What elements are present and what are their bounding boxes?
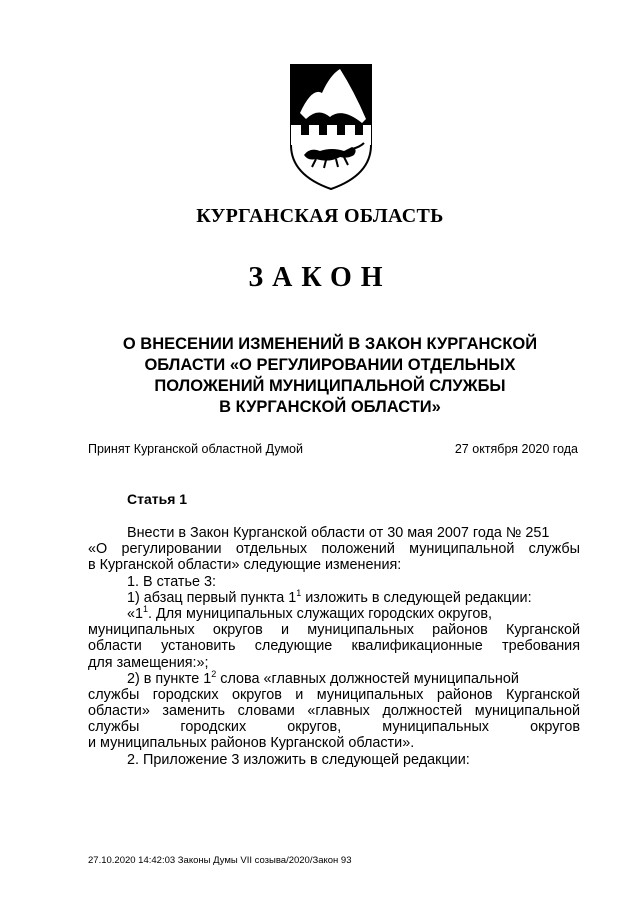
paragraph-line: Внести в Закон Курганской области от 30 мая 2007 года № 251	[127, 525, 550, 541]
law-title-line: О ВНЕСЕНИИ ИЗМЕНЕНИЙ В ЗАКОН КУРГАНСКОЙ	[122, 335, 538, 353]
kurgan-coat-of-arms-icon	[286, 63, 376, 193]
text-span: . Для муниципальных служащих городских округов,	[148, 605, 492, 622]
paragraph-line: в Курганской области» следующие изменения:	[88, 557, 402, 574]
text-span: изложить в следующей редакции:	[301, 589, 532, 606]
article-heading: Статья 1	[127, 491, 188, 507]
text-span: 1) абзац первый пункта 1	[127, 589, 297, 606]
paragraph-line: 2. Приложение 3 изложить в следующей редакции:	[127, 751, 470, 768]
superscript: 2	[211, 668, 217, 679]
paragraph-line	[88, 587, 580, 606]
paragraph-line: и муниципальных районов Курганской области».	[88, 735, 415, 752]
paragraph-line: 1. В статье 3:	[127, 573, 216, 590]
paragraph-line: муниципальных округов и муниципальных районов Курганской	[88, 622, 580, 639]
region-name: КУРГАНСКАЯ ОБЛАСТЬ	[196, 205, 444, 227]
text-span: слова «главных должностей муниципальной	[216, 670, 519, 687]
law-title-line: ОБЛАСТИ «О РЕГУЛИРОВАНИИ ОТДЕЛЬНЫХ	[144, 356, 516, 374]
paragraph-line: «О регулировании отдельных положений муниципальной службы	[88, 541, 580, 558]
footer-file-path: 27.10.2020 14:42:03 Законы Думы VII созыва/2020/Закон 93	[88, 855, 352, 866]
document-type-heading: ЗАКОН	[248, 262, 392, 293]
superscript: 1	[296, 587, 302, 598]
article-body	[88, 525, 580, 768]
paragraph-line	[88, 668, 580, 687]
law-title-line: ПОЛОЖЕНИЙ МУНИЦИПАЛЬНОЙ СЛУЖБЫ	[154, 377, 506, 395]
law-title	[90, 334, 570, 418]
adoption-date: 27 октября 2020 года	[454, 442, 578, 456]
paragraph-line: области установить следующие квалификационные требования	[88, 638, 580, 655]
adopted-by-text: Принят Курганской областной Думой	[88, 442, 303, 456]
text-span: «1	[127, 605, 144, 622]
superscript: 1	[143, 604, 149, 615]
paragraph-line	[88, 606, 580, 622]
paragraph-line: службы городских округов и муниципальных районов Курганской	[88, 686, 580, 703]
paragraph-line: области» заменить словами «главных должностей муниципальной	[88, 703, 580, 720]
text-span: 2) в пункте 1	[127, 670, 212, 687]
law-title-line: В КУРГАНСКОЙ ОБЛАСТИ»	[219, 398, 441, 416]
paragraph-line: службы городских округов, муниципальных округов	[88, 719, 580, 736]
paragraph-line: для замещения:»;	[88, 654, 209, 671]
